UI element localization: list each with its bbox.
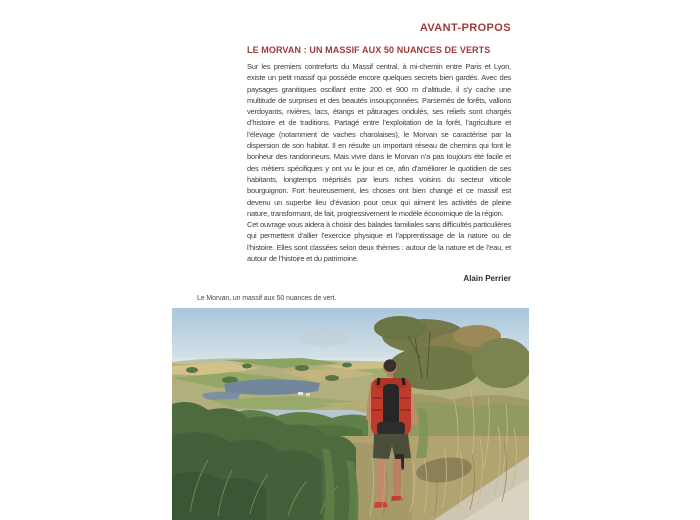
hiker-sandal-left	[374, 502, 388, 508]
hiker-hair	[384, 359, 397, 372]
morvan-photo-illustration	[172, 308, 529, 520]
body-paragraph-2: Cet ouvrage vous aidera à choisir des balades familiales sans difficultés particulières qui permettent d’allier l’exercice physique et l’apprentissage de la nature ou de l’histoire. Elles sont classées selon deux thèmes : autour de la nature et de l’eau, et autour de l’histoire et du patrimoine.	[247, 220, 511, 264]
hiker-backpack	[371, 378, 411, 436]
running-head: AVANT-PROPOS	[419, 22, 511, 34]
morvan-photo	[172, 308, 529, 520]
body-paragraph-1: Sur les premiers contreforts du Massif central, à mi-chemin entre Paris et Lyon, existe un petit massif qui possède encore quelques secrets bien gardés. Avec des paysages granitiques oscillant entre 200 et 900 m d’altitude, il s’y cache une multitude de surprises et des beautés insoupçonnées. Parsemés de forêts, vallons verdoyants, rivières, lacs, étangs et pâturages ondulés, ses reliefs sont chargés d’histoire et de traditions. Partagé entre l’exploitation de la forêt, l’agriculture et l’élevage (notamment de vaches charolaises), le Morvan se caractérise par la dispersion de son habitat. Il en résulte un important réseau de chemins qui font le bonheur des randonneurs. Mais vivre dans le Morvan n’a pas toujours été facile et des métiers spécifiques y ont vu le jour et ce, afin d’améliorer le quotidien de ses habitants, longtemps méprisés par leurs riches voisins du secteur viticole bourguignon. Fort heureusement, les choses ont bien changé et ce massif est devenu un superbe lieu d’évasion pour ceux qui aiment les activités de pleine nature, transformant, de fait, progressivement le modèle économique de la région.	[247, 62, 511, 218]
section-title: LE MORVAN : UN MASSIF AUX 50 NUANCES DE VERTS	[247, 45, 491, 55]
text-column	[247, 22, 511, 284]
author-signature: Alain Perrier	[463, 274, 511, 284]
photo-caption: Le Morvan, un massif aux 50 nuances de vert.	[197, 295, 337, 302]
